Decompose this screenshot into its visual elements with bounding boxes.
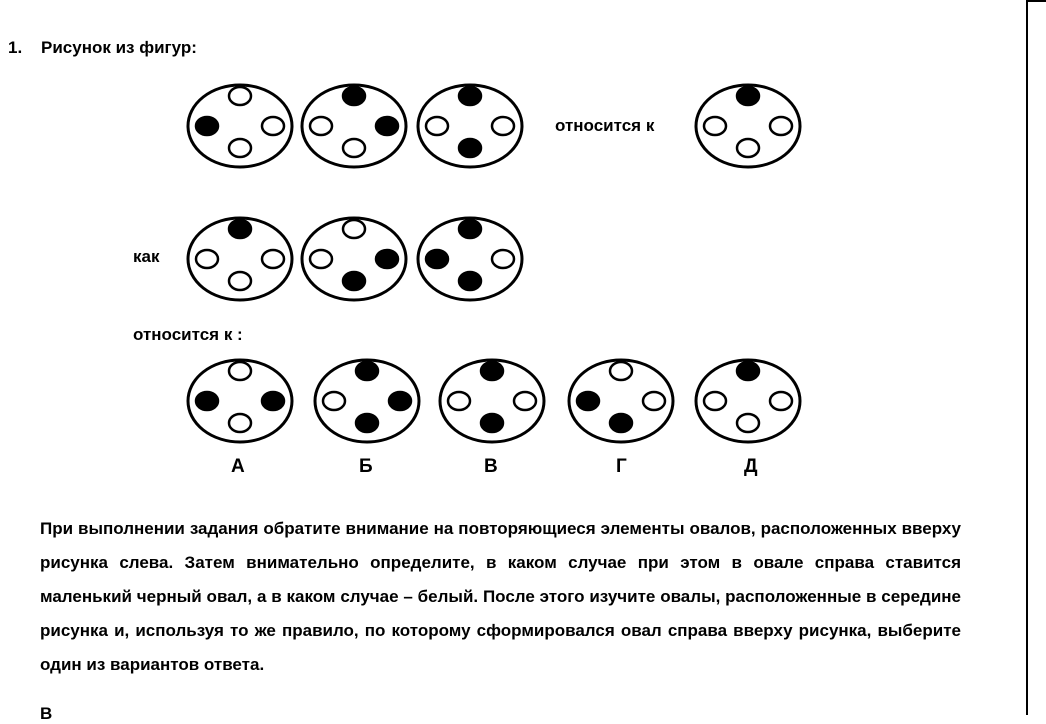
dot-right-white <box>262 117 284 135</box>
top-oval-2 <box>302 85 406 167</box>
dot-top-black <box>459 87 481 105</box>
dot-right-black <box>389 392 411 410</box>
dot-right-black <box>376 250 398 268</box>
dot-right-white <box>492 250 514 268</box>
dot-top-black <box>356 362 378 380</box>
dot-right-white <box>643 392 665 410</box>
middle-oval-3 <box>418 218 522 300</box>
relates-to-colon-label: относится к : <box>133 325 243 344</box>
dot-left-black <box>577 392 599 410</box>
dot-top-black <box>481 362 503 380</box>
middle-row-figures <box>188 218 522 300</box>
dot-bottom-black <box>356 414 378 432</box>
as-label: как <box>133 247 160 266</box>
instruction-text: При выполнении задания обратите внимание на повторяющиеся элементы овалов, расположенных вверху рисунка слева. Затем внимательно определите, в каком случае при этом в овале справа ставится маленький черный овал, а в каком случае – белый. После этого изучите овалы, расположенные в середине рисунка и, используя то же правило, по которому сформировался овал справа вверху рисунка, выберите один из вариантов ответа. <box>40 519 961 674</box>
answer-oval-1[interactable] <box>188 360 292 442</box>
dot-bottom-white <box>737 139 759 157</box>
answer-oval-3[interactable] <box>440 360 544 442</box>
dot-left-white <box>704 117 726 135</box>
dot-bottom-black <box>459 272 481 290</box>
dot-top-white <box>229 87 251 105</box>
top-row-figures <box>188 85 522 167</box>
answer-figures[interactable] <box>188 360 800 442</box>
middle-oval-2 <box>302 218 406 300</box>
option-label-v[interactable]: В <box>484 456 498 477</box>
answer-oval-2[interactable] <box>315 360 419 442</box>
answer-oval-4[interactable] <box>569 360 673 442</box>
top-result-oval <box>696 85 800 167</box>
dot-right-white <box>770 392 792 410</box>
dot-bottom-white <box>229 272 251 290</box>
top-result-figure <box>696 85 800 167</box>
dot-bottom-white <box>737 414 759 432</box>
cut-off-text-line: В <box>40 704 53 723</box>
dot-left-white <box>196 250 218 268</box>
top-oval-3 <box>418 85 522 167</box>
dot-left-white <box>323 392 345 410</box>
dot-right-white <box>262 250 284 268</box>
task-title: Рисунок из фигур: <box>41 38 197 57</box>
dot-left-white <box>448 392 470 410</box>
dot-top-black <box>229 220 251 238</box>
dot-bottom-black <box>481 414 503 432</box>
dot-left-white <box>426 117 448 135</box>
dot-bottom-black <box>343 272 365 290</box>
dot-left-white <box>704 392 726 410</box>
task-number: 1. <box>8 38 23 57</box>
dot-bottom-black <box>610 414 632 432</box>
dot-bottom-white <box>343 139 365 157</box>
dot-left-white <box>310 250 332 268</box>
dot-right-black <box>376 117 398 135</box>
dot-top-black <box>737 87 759 105</box>
dot-left-black <box>426 250 448 268</box>
option-label-a[interactable]: А <box>231 456 245 477</box>
option-label-b[interactable]: Б <box>359 456 373 477</box>
dot-right-white <box>770 117 792 135</box>
top-oval-1 <box>188 85 292 167</box>
dot-top-black <box>343 87 365 105</box>
answer-oval-5[interactable] <box>696 360 800 442</box>
dot-bottom-white <box>229 139 251 157</box>
dot-right-white <box>492 117 514 135</box>
option-label-g[interactable]: Г <box>616 456 627 477</box>
dot-right-black <box>262 392 284 410</box>
relates-to-label: относится к <box>555 116 655 135</box>
dot-bottom-white <box>229 414 251 432</box>
dot-left-black <box>196 392 218 410</box>
dot-top-black <box>459 220 481 238</box>
dot-left-white <box>310 117 332 135</box>
dot-right-white <box>514 392 536 410</box>
dot-left-black <box>196 117 218 135</box>
dot-top-black <box>737 362 759 380</box>
dot-top-white <box>229 362 251 380</box>
dot-top-white <box>343 220 365 238</box>
option-label-d[interactable]: Д <box>744 456 758 477</box>
dot-bottom-black <box>459 139 481 157</box>
middle-oval-1 <box>188 218 292 300</box>
dot-top-white <box>610 362 632 380</box>
